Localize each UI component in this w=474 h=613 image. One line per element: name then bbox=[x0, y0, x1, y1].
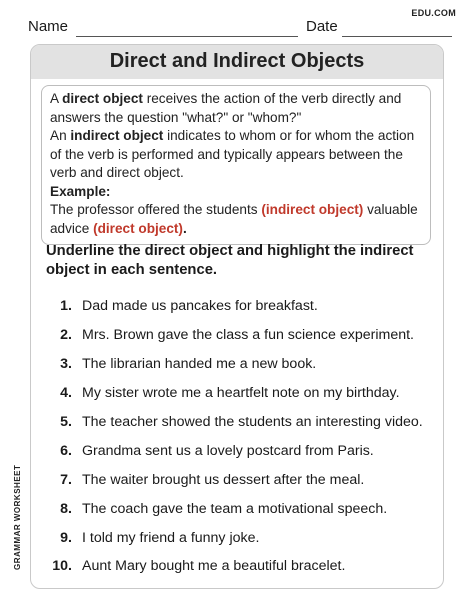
item-sentence[interactable]: Aunt Mary bought me a beautiful bracelet. bbox=[82, 558, 346, 575]
text-run: valuable advice bbox=[50, 202, 418, 236]
definition-box bbox=[41, 85, 431, 245]
edu-logo: EDU.COM bbox=[411, 8, 456, 18]
list-item bbox=[46, 350, 436, 379]
list-item bbox=[46, 436, 436, 465]
page-title: Direct and Indirect Objects bbox=[109, 50, 365, 72]
term-direct-object: direct object bbox=[62, 91, 143, 106]
list-item bbox=[46, 465, 436, 494]
item-number: 4. bbox=[60, 385, 72, 402]
item-number: 6. bbox=[60, 442, 72, 459]
list-item bbox=[46, 321, 436, 350]
text-run: A bbox=[50, 91, 63, 106]
text-run: . bbox=[182, 220, 187, 236]
item-sentence[interactable]: My sister wrote me a heartfelt note on my birthday. bbox=[82, 385, 400, 402]
list-item bbox=[46, 408, 436, 437]
item-number: 2. bbox=[60, 327, 72, 344]
example-heading: Example: bbox=[50, 183, 111, 199]
title-band bbox=[31, 45, 443, 79]
list-item bbox=[46, 523, 436, 552]
term-indirect-object: indirect object bbox=[70, 128, 164, 143]
item-sentence[interactable]: I told my friend a funny joke. bbox=[82, 529, 260, 546]
item-sentence[interactable]: Dad made us pancakes for breakfast. bbox=[82, 298, 318, 315]
text-run: An bbox=[50, 128, 71, 143]
list-item bbox=[46, 494, 436, 523]
date-label: Date bbox=[306, 18, 338, 35]
side-label: GRAMMAR WORKSHEET bbox=[13, 464, 22, 570]
list-item bbox=[46, 552, 436, 581]
worksheet-header bbox=[0, 0, 474, 40]
item-number: 10. bbox=[52, 558, 72, 575]
name-line bbox=[76, 36, 298, 37]
sentence-list bbox=[46, 292, 436, 581]
text-run: The professor offered the students bbox=[50, 202, 262, 217]
list-item bbox=[46, 292, 436, 321]
item-number: 9. bbox=[60, 529, 72, 546]
item-sentence[interactable]: The teacher showed the students an interesting video. bbox=[82, 414, 423, 430]
example-label bbox=[50, 183, 422, 202]
direct-object-definition bbox=[50, 90, 422, 127]
item-sentence[interactable]: Grandma sent us a lovely postcard from Paris. bbox=[82, 442, 374, 459]
item-sentence[interactable]: Mrs. Brown gave the class a fun science experiment. bbox=[82, 327, 414, 344]
instruction-text: Underline the direct object and highlight the indirect object in each sentence. bbox=[46, 243, 414, 278]
text-run: indicates to whom or for whom the action of the verb is performed and typically appears between the verb and direct object. bbox=[50, 128, 415, 180]
item-number: 1. bbox=[60, 298, 72, 315]
list-item bbox=[46, 379, 436, 408]
item-number: 5. bbox=[60, 414, 72, 430]
item-sentence[interactable]: The waiter brought us dessert after the meal. bbox=[82, 471, 365, 488]
item-number: 8. bbox=[60, 500, 72, 517]
indirect-object-tag: (indirect object) bbox=[261, 202, 364, 217]
item-sentence[interactable]: The coach gave the team a motivational speech. bbox=[82, 500, 388, 517]
name-label: Name bbox=[28, 18, 69, 35]
date-line bbox=[342, 36, 452, 37]
item-sentence[interactable]: The librarian handed me a new book. bbox=[82, 356, 317, 373]
direct-object-tag: (direct object) bbox=[93, 220, 183, 236]
item-number: 3. bbox=[60, 356, 72, 373]
indirect-object-definition bbox=[50, 127, 422, 183]
example-sentence bbox=[50, 201, 422, 238]
item-number: 7. bbox=[60, 471, 72, 488]
text-run: receives the action of the verb directly and answers the question "what?" or "whom?" bbox=[50, 91, 402, 125]
